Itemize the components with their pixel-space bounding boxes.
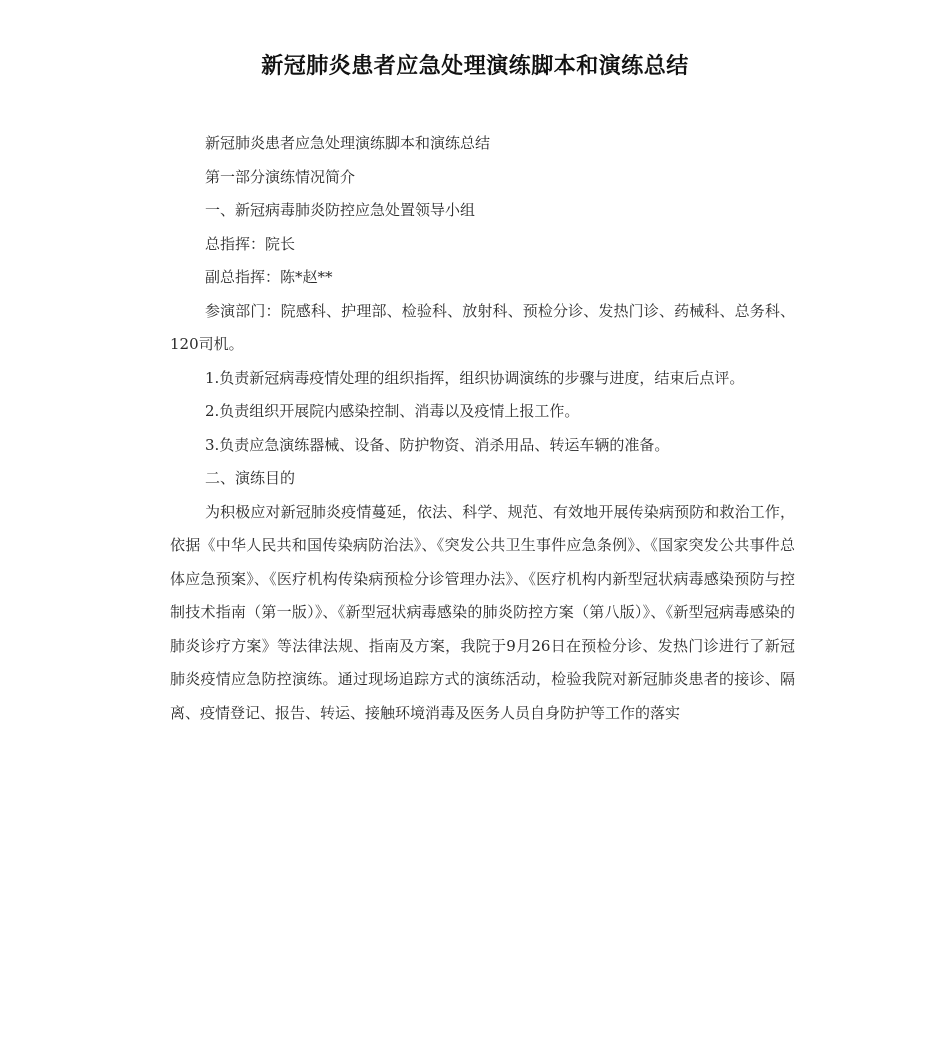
section-heading-purpose: 二、演练目的: [205, 469, 296, 487]
paragraph-duty-2: 2.负责组织开展院内感染控制、消毒以及疫情上报工作。: [205, 402, 580, 420]
paragraph-deputy-commander: 副总指挥：陈*赵**: [205, 268, 333, 286]
section-heading-part-one: 第一部分演练情况简介: [205, 167, 356, 186]
document-title: 新冠肺炎患者应急处理演练脚本和演练总结: [261, 54, 689, 79]
paragraph-purpose-body: 为积极应对新冠肺炎疫情蔓延，依法、科学、规范、有效地开展传染病预防和救治工作，依据《中华人民共和国传染病防治法》、《突发公共卫生事件应急条例》、《国家突发公共事件总体应急预案》、《医疗机构传染病预检分诊管理办法》、《医疗机构内新型冠状病毒感染预防与控制技术指南（第一版）》、《新型冠状病毒感染的肺炎防控方案（第八版）》、《新型冠病毒感染的肺炎诊疗方案》等法律法规、指南及方案，我院于9月26日在预检分诊、发热门诊进行了新冠肺炎疫情应急防控演练。通过现场追踪方式的演练活动，检验我院对新冠肺炎患者的接诊、隔离、疫情登记、报告、转运、接触环境消毒及医务人员自身防护等工作的落实: [170, 502, 795, 722]
paragraph-duty-3: 3.负责应急演练器械、设备、防护物资、消杀用品、转运车辆的准备。: [205, 435, 670, 454]
paragraph-commander: 总指挥：院长: [205, 234, 296, 253]
paragraph-subtitle: 新冠肺炎患者应急处理演练脚本和演练总结: [205, 134, 491, 152]
section-heading-leadership-group: 一、新冠病毒肺炎防控应急处置领导小组: [205, 201, 476, 219]
paragraph-duty-1: 1.负责新冠病毒疫情处理的组织指挥，组织协调演练的步骤与进度，结束后点评。: [205, 368, 745, 387]
document-body: [170, 127, 795, 730]
paragraph-departments: 参演部门：院感科、护理部、检验科、放射科、预检分诊、发热门诊、药械科、总务科、120司机。: [170, 301, 795, 353]
